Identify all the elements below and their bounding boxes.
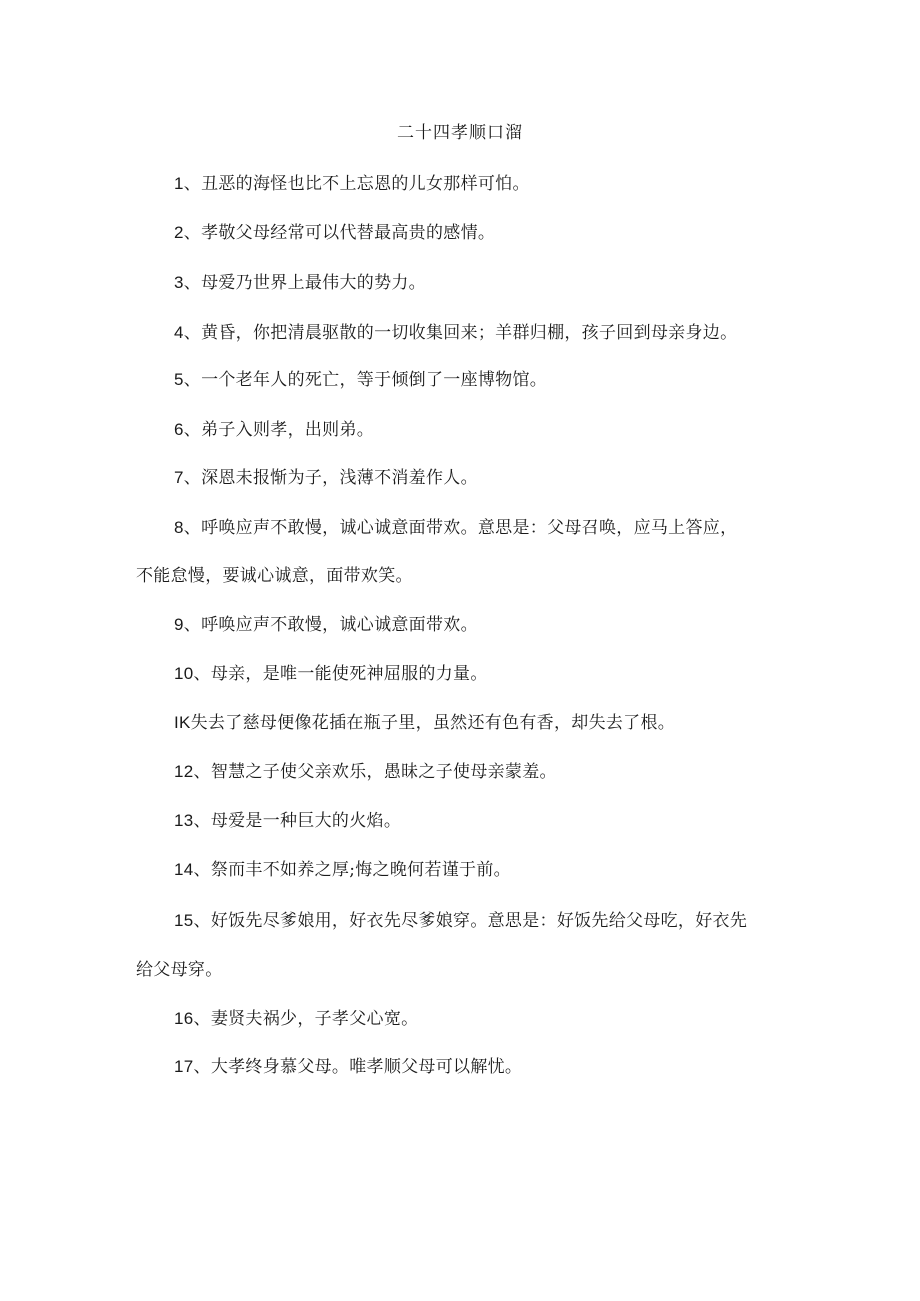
item-number: 2	[174, 223, 184, 242]
item-text: 丑恶的海怪也比不上忘恩的儿女那样可怕。	[201, 174, 530, 194]
list-item	[174, 1054, 814, 1080]
list-item	[174, 710, 814, 736]
list-item	[174, 320, 814, 346]
list-item	[174, 515, 814, 541]
item-separator: 、	[193, 860, 211, 880]
item-separator: 、	[183, 174, 202, 194]
list-item	[174, 465, 814, 491]
list-item	[174, 908, 814, 934]
item-number: 3	[174, 273, 184, 292]
item-text: 一个老年人的死亡，等于倾倒了一座博物馆。	[201, 370, 548, 390]
item-separator: 、	[193, 911, 211, 931]
list-item	[174, 417, 814, 443]
item-separator: 、	[183, 370, 202, 390]
item-number: 14	[174, 860, 194, 879]
item-separator: 、	[183, 468, 202, 488]
item-text: 妻贤夫祸少，子孝父心宽。	[210, 1009, 419, 1029]
item-separator: 、	[193, 811, 211, 831]
item-text: 大孝终身慕父母。唯孝顺父母可以解忧。	[210, 1057, 523, 1077]
item-number: 9	[174, 615, 184, 634]
item-number: 15	[174, 911, 194, 930]
item-number: 16	[174, 1009, 194, 1028]
item-separator: 、	[193, 664, 211, 684]
item-text: 黄昏，你把清晨驱散的一切收集回来；羊群归棚，孩子回到母亲身边。	[201, 323, 738, 343]
list-item	[174, 220, 814, 246]
item-text: 弟子入则孝，出则弟。	[201, 420, 375, 440]
list-item-continuation: 给父母穿。	[136, 960, 223, 980]
item-number: 7	[174, 468, 184, 487]
item-separator: 、	[183, 273, 202, 293]
item-text: 母爱乃世界上最伟大的势力。	[201, 273, 426, 293]
item-number: 8	[174, 518, 184, 537]
item-text: 孝敬父母经常可以代替最高贵的感情。	[201, 223, 496, 243]
item-number: 10	[174, 664, 194, 683]
list-item	[174, 808, 814, 834]
item-separator: 、	[183, 518, 202, 538]
item-text: 好饭先尽爹娘用，好衣先尽爹娘穿。意思是：好饭先给父母吃，好衣先	[210, 911, 748, 931]
item-separator: 、	[183, 615, 202, 635]
item-text: 失去了慈母便像花插在瓶子里，虽然还有色有香，却失去了根。	[190, 713, 676, 733]
list-item	[174, 759, 814, 785]
item-text: 母爱是一种巨大的火焰。	[210, 811, 402, 831]
item-text: 母亲，是唯一能使死神屈服的力量。	[210, 664, 488, 684]
item-text: 祭而丰不如养之厚;悔之晚何若谨于前。	[210, 860, 511, 880]
list-item	[174, 857, 814, 883]
item-separator: 、	[183, 323, 202, 343]
item-text: 深恩未报惭为子，浅薄不消羞作人。	[201, 468, 478, 488]
item-separator: 、	[183, 420, 202, 440]
list-item-continuation: 不能怠慢，要诚心诚意，面带欢笑。	[136, 566, 413, 586]
item-number: 17	[174, 1057, 194, 1076]
list-item	[174, 1006, 814, 1032]
list-item	[174, 661, 814, 687]
item-separator: 、	[193, 762, 211, 782]
item-separator: 、	[193, 1009, 211, 1029]
item-separator: 、	[183, 223, 202, 243]
item-text: 智慧之子使父亲欢乐，愚昧之子使母亲蒙羞。	[210, 762, 557, 782]
list-item	[174, 270, 814, 296]
item-number: 4	[174, 323, 184, 342]
item-number: 12	[174, 762, 194, 781]
item-number: IK	[174, 713, 191, 732]
item-separator: 、	[193, 1057, 211, 1077]
item-text: 呼唤应声不敢慢，诚心诚意面带欢。	[201, 615, 478, 635]
document-title: 二十四孝顺口溜	[397, 123, 523, 143]
item-number: 5	[174, 370, 184, 389]
item-number: 1	[174, 174, 184, 193]
item-number: 13	[174, 811, 194, 830]
list-item	[174, 612, 814, 638]
item-text: 呼唤应声不敢慢，诚心诚意面带欢。意思是：父母召唤，应马上答应，	[201, 518, 738, 538]
list-item	[174, 171, 814, 197]
list-item	[174, 367, 814, 393]
item-number: 6	[174, 420, 184, 439]
